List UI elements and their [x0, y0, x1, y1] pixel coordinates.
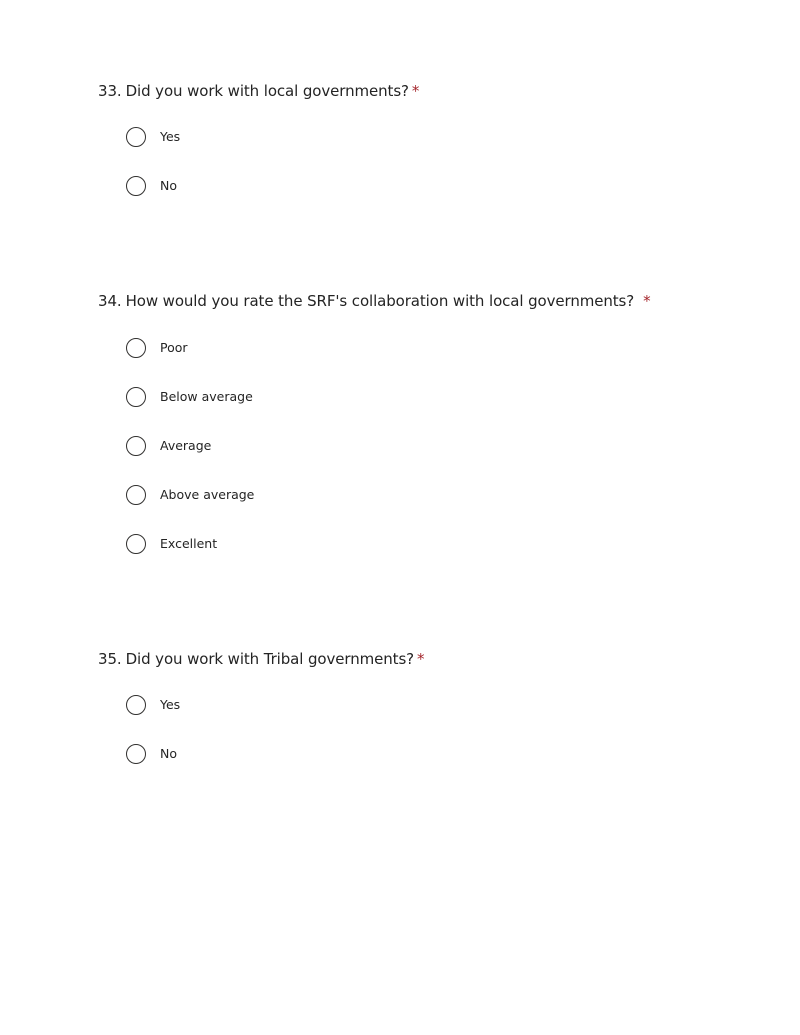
question-text: Did you work with Tribal governments?	[125, 650, 415, 668]
radio-button-icon[interactable]	[126, 695, 146, 715]
question-title	[98, 291, 738, 311]
required-asterisk: *	[411, 82, 420, 100]
radio-option-label: Excellent	[160, 536, 218, 551]
radio-button-icon[interactable]	[126, 436, 146, 456]
radio-option-no[interactable]	[126, 743, 177, 765]
radio-option-poor[interactable]	[126, 337, 188, 359]
radio-option-label: Yes	[160, 697, 181, 712]
radio-option-label: Average	[160, 438, 212, 453]
radio-option-above-average[interactable]	[126, 484, 254, 506]
question-number: 34.	[98, 292, 122, 310]
question-33	[98, 81, 738, 193]
radio-button-icon[interactable]	[126, 176, 146, 196]
required-asterisk: *	[643, 292, 651, 310]
radio-option-label: Above average	[160, 487, 255, 502]
question-title	[98, 81, 738, 101]
radio-button-icon[interactable]	[126, 534, 146, 554]
radio-button-icon[interactable]	[126, 744, 146, 764]
question-number: 35.	[98, 650, 122, 668]
radio-option-yes[interactable]	[126, 694, 180, 716]
question-number: 33.	[98, 82, 122, 100]
required-asterisk: *	[417, 650, 425, 668]
radio-option-average[interactable]	[126, 435, 211, 457]
radio-button-icon[interactable]	[126, 387, 146, 407]
radio-option-excellent[interactable]	[126, 533, 217, 555]
radio-option-label: Yes	[160, 129, 181, 144]
question-text: How would you rate the SRF's collaboration with local governments?	[125, 292, 635, 310]
question-34	[98, 291, 738, 551]
radio-option-label: Poor	[160, 340, 188, 355]
question-text: Did you work with local governments?	[125, 82, 409, 100]
radio-option-no[interactable]	[126, 175, 177, 197]
radio-button-icon[interactable]	[126, 338, 146, 358]
radio-option-yes[interactable]	[126, 126, 180, 148]
radio-option-label: No	[160, 178, 177, 193]
radio-option-below-average[interactable]	[126, 386, 253, 408]
radio-option-label: Below average	[160, 389, 253, 404]
question-title	[98, 649, 738, 669]
radio-button-icon[interactable]	[126, 485, 146, 505]
question-35	[98, 649, 738, 761]
radio-option-label: No	[160, 746, 177, 761]
radio-button-icon[interactable]	[126, 127, 146, 147]
